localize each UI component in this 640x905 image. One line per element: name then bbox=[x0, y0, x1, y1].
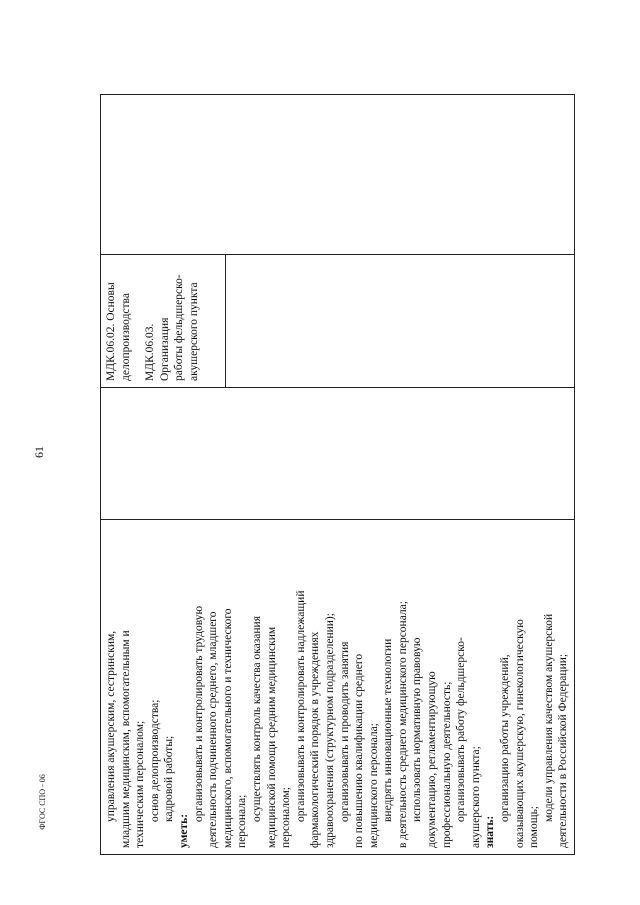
competency-line: внедрять инновационные технологии bbox=[382, 638, 395, 822]
competency-line: организовывать и контролировать трудовую bbox=[192, 605, 205, 822]
competency-line: младшим медицинским, вспомогательным и bbox=[119, 630, 132, 848]
competency-line: организовывать и проводить занятия bbox=[338, 641, 351, 822]
competency-text bbox=[104, 526, 571, 848]
competency-line: оказывающих акушерскую, гинекологическую bbox=[513, 619, 526, 848]
mdk-line: делопроизводства bbox=[119, 293, 132, 381]
mdk-line: МДК.06.02. Основы bbox=[105, 282, 117, 381]
competency-line: техническим персоналом; bbox=[134, 720, 147, 848]
competency-line: документацию, регламентирующую bbox=[426, 671, 439, 848]
section-heading: знать: bbox=[484, 815, 497, 848]
competency-line: по повышению квалификации среднего bbox=[353, 653, 366, 848]
competency-line: персонала; bbox=[236, 794, 249, 848]
competency-line: управления акушерским, сестринским, bbox=[105, 630, 117, 822]
competency-line: помощь; bbox=[528, 805, 541, 848]
rotated-table-area bbox=[100, 95, 570, 855]
competency-line: кадровой работы; bbox=[163, 735, 176, 822]
rotated-table-inner bbox=[100, 95, 570, 855]
competency-line: использовать нормативную правовую bbox=[411, 637, 424, 822]
competency-line: медицинского, вспомогательного и технического bbox=[221, 608, 234, 848]
competency-line: организовывать работу фельдшерско- bbox=[455, 637, 468, 822]
competency-line: организовывать и контролировать надлежащий bbox=[294, 590, 307, 822]
page-number: 61 bbox=[32, 446, 46, 458]
mdk-text bbox=[104, 261, 202, 381]
competency-line: фармакологический порядок в учреждениях bbox=[309, 631, 322, 848]
empty-cell-col4 bbox=[101, 95, 575, 255]
competency-line: профессиональную деятельность; bbox=[440, 681, 453, 848]
mdk-line: акушерского пункта bbox=[187, 282, 200, 381]
competency-line: модели управления качеством акушерской bbox=[542, 613, 555, 822]
competency-line: в деятельность среднего медицинского персонала; bbox=[396, 601, 409, 848]
competency-line: осуществлять контроль качества оказания bbox=[250, 616, 263, 822]
competency-line: медицинской помощи средним медицинским bbox=[265, 626, 278, 848]
competency-line: деятельности в Российской Федерации; bbox=[557, 653, 570, 848]
competency-line: акушерского пункта; bbox=[469, 746, 482, 848]
section-heading: уметь: bbox=[177, 813, 190, 848]
competency-line: медицинского персонала; bbox=[367, 723, 380, 848]
competency-line: основ делопроизводства; bbox=[148, 699, 161, 822]
document-code: ФГОС СПО - 06 bbox=[38, 774, 47, 830]
mdk-spacer bbox=[133, 261, 143, 381]
competency-line: организацию работы учреждений, bbox=[499, 654, 512, 822]
competency-line: здравоохранения (структурном подразделении); bbox=[323, 613, 336, 848]
mdk-line: МДК.06.03. bbox=[144, 323, 157, 381]
mdk-cell bbox=[101, 255, 226, 388]
curriculum-table bbox=[100, 94, 575, 855]
empty-cell-mdk-lower bbox=[226, 255, 575, 388]
empty-cell-col2 bbox=[101, 388, 575, 520]
competency-line: персоналом; bbox=[280, 787, 293, 848]
mdk-line: Организация bbox=[158, 317, 171, 381]
competency-line: деятельность подчиненного среднего, младшего bbox=[207, 611, 220, 848]
competency-cell bbox=[101, 520, 575, 855]
mdk-line: работы фельдшерско- bbox=[173, 274, 186, 381]
